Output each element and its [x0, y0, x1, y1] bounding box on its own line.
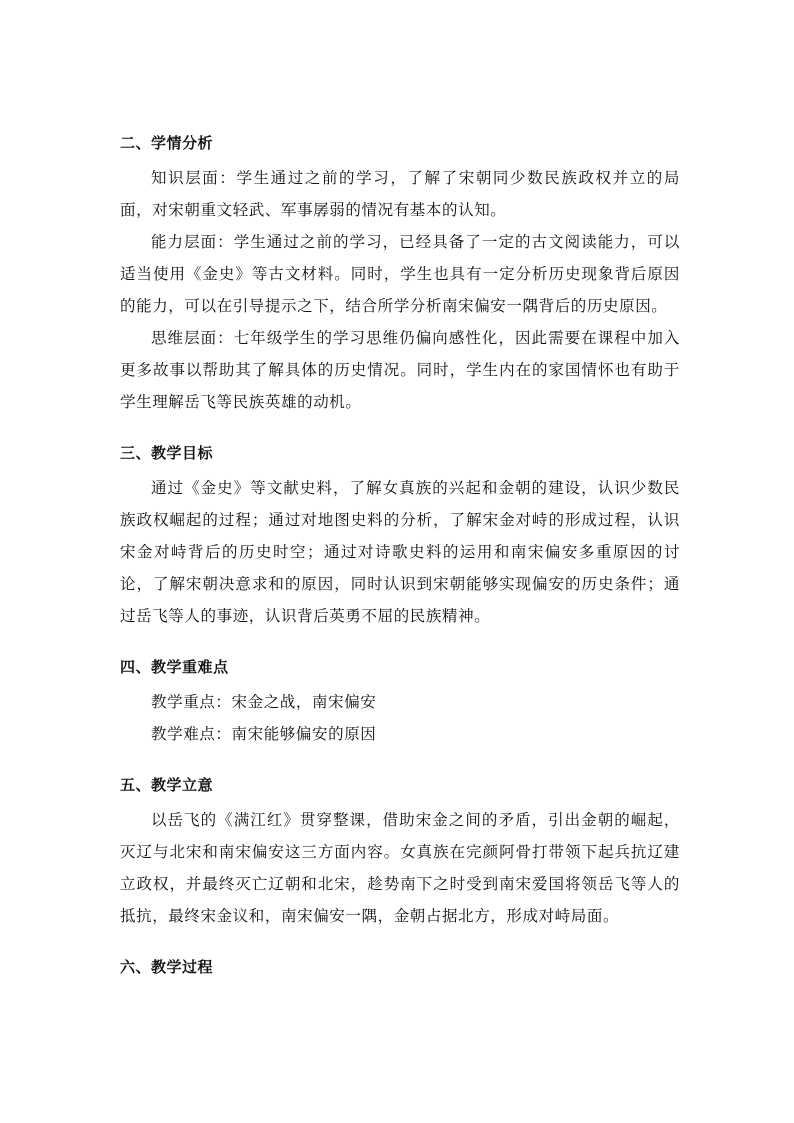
section-teaching-goals	[120, 440, 680, 632]
section-heading: 二、学情分析	[120, 134, 214, 152]
section-heading: 三、教学目标	[120, 444, 214, 462]
section-heading: 六、教学过程	[120, 958, 214, 976]
paragraph-key-point: 教学重点：宋金之战，南宋偏安	[151, 693, 377, 711]
section-heading: 四、教学重难点	[120, 658, 229, 676]
section-spacer	[120, 418, 680, 440]
section-teaching-process	[120, 954, 680, 980]
section-teaching-concept	[120, 772, 680, 932]
section-heading: 五、教学立意	[120, 776, 214, 794]
paragraph-teaching-goals: 通过《金史》等文献史料，了解女真族的兴起和金朝的建设，认识少数民族政权崛起的过程；通过对地图史料的分析，了解宋金对峙的形成过程，认识宋金对峙背后的历史时空；通过对诗歌史料的运用和南宋偏安多重原因的讨论，了解宋朝决意求和的原因，同时认识到宋朝能够实现偏安的历史条件；通过岳飞等人的事迹，认识背后英勇不屈的民族精神。	[120, 479, 680, 625]
document-body	[120, 130, 680, 986]
paragraph-teaching-concept: 以岳飞的《满江红》贯穿整课，借助宋金之间的矛盾，引出金朝的崛起，灭辽与北宋和南宋偏安这三方面内容。女真族在完颜阿骨打带领下起兵抗辽建立政权，并最终灭亡辽朝和北宋，趁势南下之时受到南宋爱国将领岳飞等人的抵抗，最终宋金议和，南宋偏安一隅，金朝占据北方，形成对峙局面。	[120, 811, 680, 925]
paragraph-thinking-level: 思维层面：七年级学生的学习思维仍偏向感性化，因此需要在课程中加入更多故事以帮助其了解具体的历史情况。同时，学生内在的家国情怀也有助于学生理解岳飞等民族英雄的动机。	[120, 329, 680, 411]
paragraph-difficult-point: 教学难点：南宋能够偏安的原因	[151, 725, 377, 743]
paragraph-knowledge-level: 知识层面：学生通过之前的学习，了解了宋朝同少数民族政权并立的局面，对宋朝重文轻武、军事孱弱的情况有基本的认知。	[120, 169, 680, 219]
section-spacer	[120, 932, 680, 954]
section-spacer	[120, 750, 680, 772]
paragraph-ability-level: 能力层面：学生通过之前的学习，已经具备了一定的古文阅读能力，可以适当使用《金史》等古文材料。同时，学生也具有一定分析历史现象背后原因的能力，可以在引导提示之下，结合所学分析南宋偏安一隅背后的历史原因。	[120, 233, 680, 315]
section-key-difficult-points	[120, 654, 680, 750]
section-student-analysis	[120, 130, 680, 418]
section-spacer	[120, 632, 680, 654]
